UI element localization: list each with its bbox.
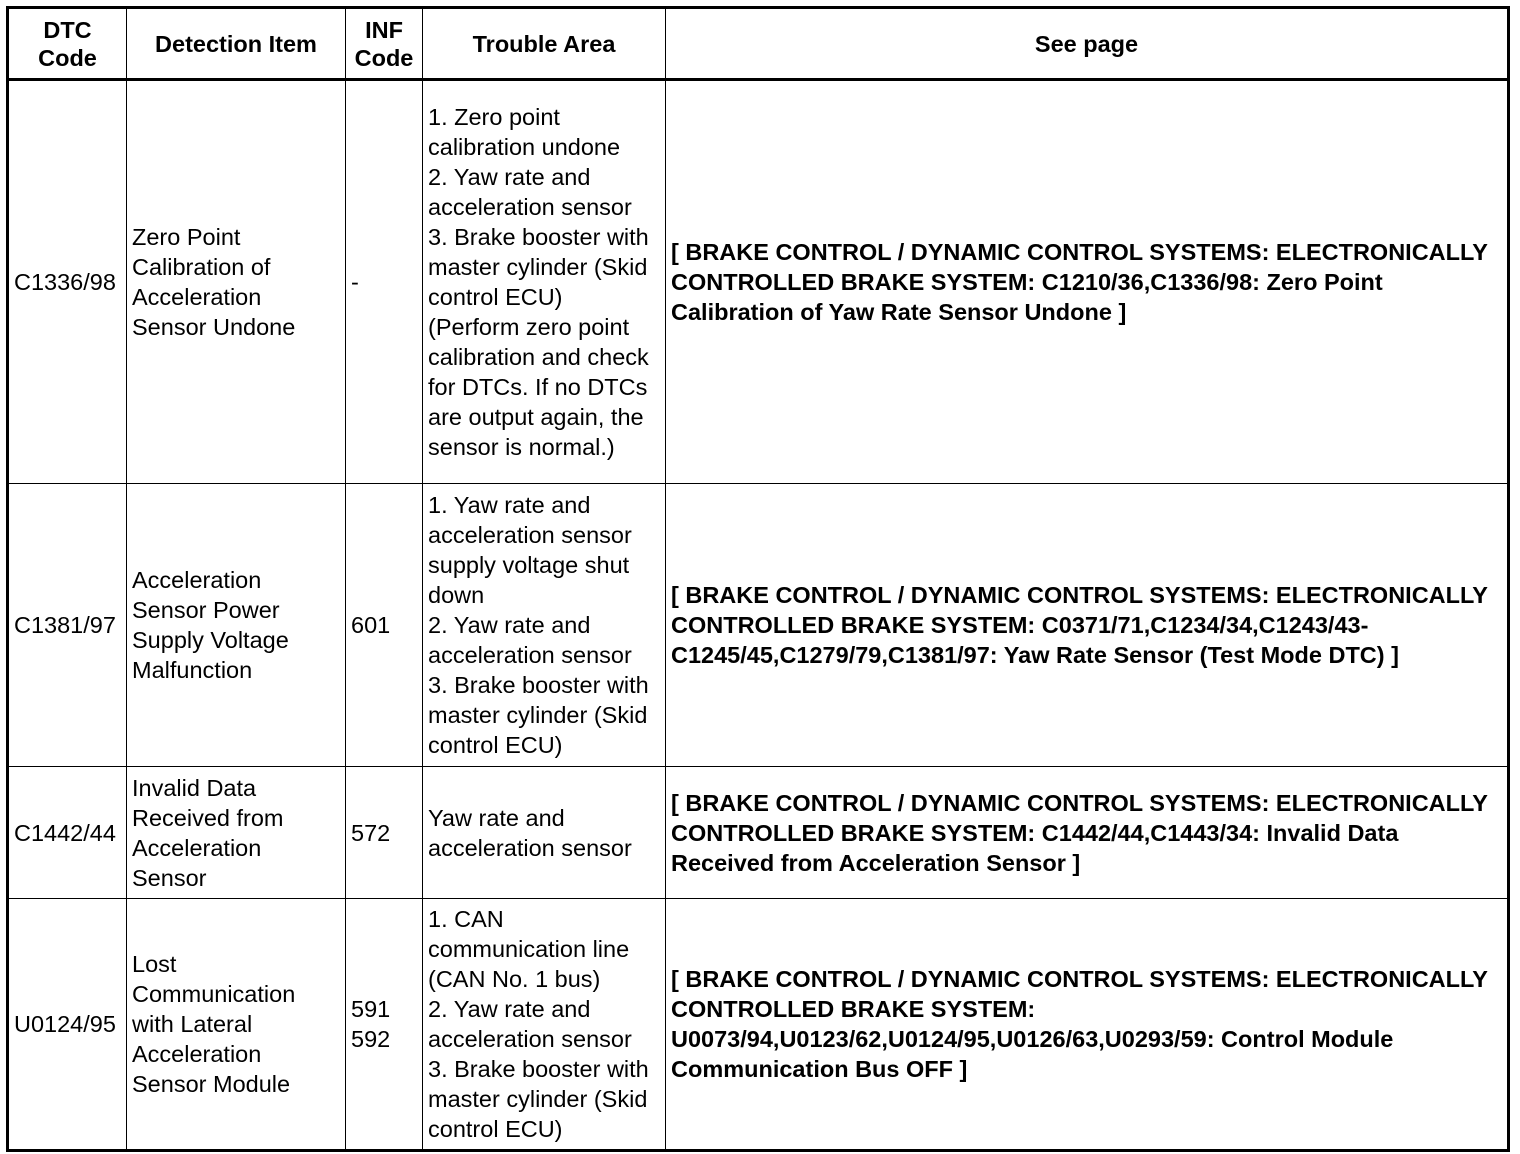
- cell-detection-item: Zero Point Calibration of Acceleration Sensor Undone: [127, 80, 346, 484]
- cell-inf-code: 572: [346, 767, 423, 899]
- dtc-table: [6, 6, 1510, 1152]
- cell-trouble-area: 1. CAN communication line (CAN No. 1 bus) 2. Yaw rate and acceleration sensor 3. Brake booster with master cylinder (Skid control ECU): [423, 899, 666, 1151]
- cell-inf-code: 591 592: [346, 899, 423, 1151]
- cell-trouble-area: Yaw rate and acceleration sensor: [423, 767, 666, 899]
- cell-dtc-code: C1381/97: [8, 484, 127, 767]
- table-row: [8, 767, 1509, 899]
- cell-dtc-code: C1442/44: [8, 767, 127, 899]
- cell-see-page: [ BRAKE CONTROL / DYNAMIC CONTROL SYSTEMS: ELECTRONICALLY CONTROLLED BRAKE SYSTEM: U0073/94,U0123/62,U0124/95,U0126/63,U0293/59: Control Module Communication Bus OFF ]: [666, 899, 1509, 1151]
- table-row: [8, 484, 1509, 767]
- cell-inf-code: -: [346, 80, 423, 484]
- cell-dtc-code: U0124/95: [8, 899, 127, 1151]
- cell-detection-item: Acceleration Sensor Power Supply Voltage Malfunction: [127, 484, 346, 767]
- header-inf-code-line2: Code: [354, 44, 414, 71]
- header-inf-code-line1: INF: [365, 16, 403, 43]
- header-dtc-code-line2: Code: [38, 44, 97, 71]
- header-dtc-code: [8, 8, 127, 80]
- cell-trouble-area: 1. Zero point calibration undone 2. Yaw rate and acceleration sensor 3. Brake booster with master cylinder (Skid control ECU) (Perform zero point calibration and check for DTCs. If no DTCs are output again, the sensor is normal.): [423, 80, 666, 484]
- cell-trouble-area: 1. Yaw rate and acceleration sensor supply voltage shut down 2. Yaw rate and acceleration sensor 3. Brake booster with master cylinder (Skid control ECU): [423, 484, 666, 767]
- header-see-page: See page: [666, 8, 1509, 80]
- cell-dtc-code: C1336/98: [8, 80, 127, 484]
- header-dtc-code-line1: DTC: [43, 16, 92, 43]
- header-row: [8, 8, 1509, 80]
- header-inf-code: [346, 8, 423, 80]
- header-detection-item: Detection Item: [127, 8, 346, 80]
- cell-detection-item: Lost Communication with Lateral Acceleration Sensor Module: [127, 899, 346, 1151]
- table-row: [8, 80, 1509, 484]
- header-trouble-area: Trouble Area: [423, 8, 666, 80]
- cell-see-page: [ BRAKE CONTROL / DYNAMIC CONTROL SYSTEMS: ELECTRONICALLY CONTROLLED BRAKE SYSTEM: C1210/36,C1336/98: Zero Point Calibration of Yaw Rate Sensor Undone ]: [666, 80, 1509, 484]
- cell-see-page: [ BRAKE CONTROL / DYNAMIC CONTROL SYSTEMS: ELECTRONICALLY CONTROLLED BRAKE SYSTEM: C0371/71,C1234/34,C1243/43-C1245/45,C1279/79,C1381/97: Yaw Rate Sensor (Test Mode DTC) ]: [666, 484, 1509, 767]
- cell-inf-code: 601: [346, 484, 423, 767]
- cell-detection-item: Invalid Data Received from Acceleration Sensor: [127, 767, 346, 899]
- table-row: [8, 899, 1509, 1151]
- cell-see-page: [ BRAKE CONTROL / DYNAMIC CONTROL SYSTEMS: ELECTRONICALLY CONTROLLED BRAKE SYSTEM: C1442/44,C1443/34: Invalid Data Received from Acceleration Sensor ]: [666, 767, 1509, 899]
